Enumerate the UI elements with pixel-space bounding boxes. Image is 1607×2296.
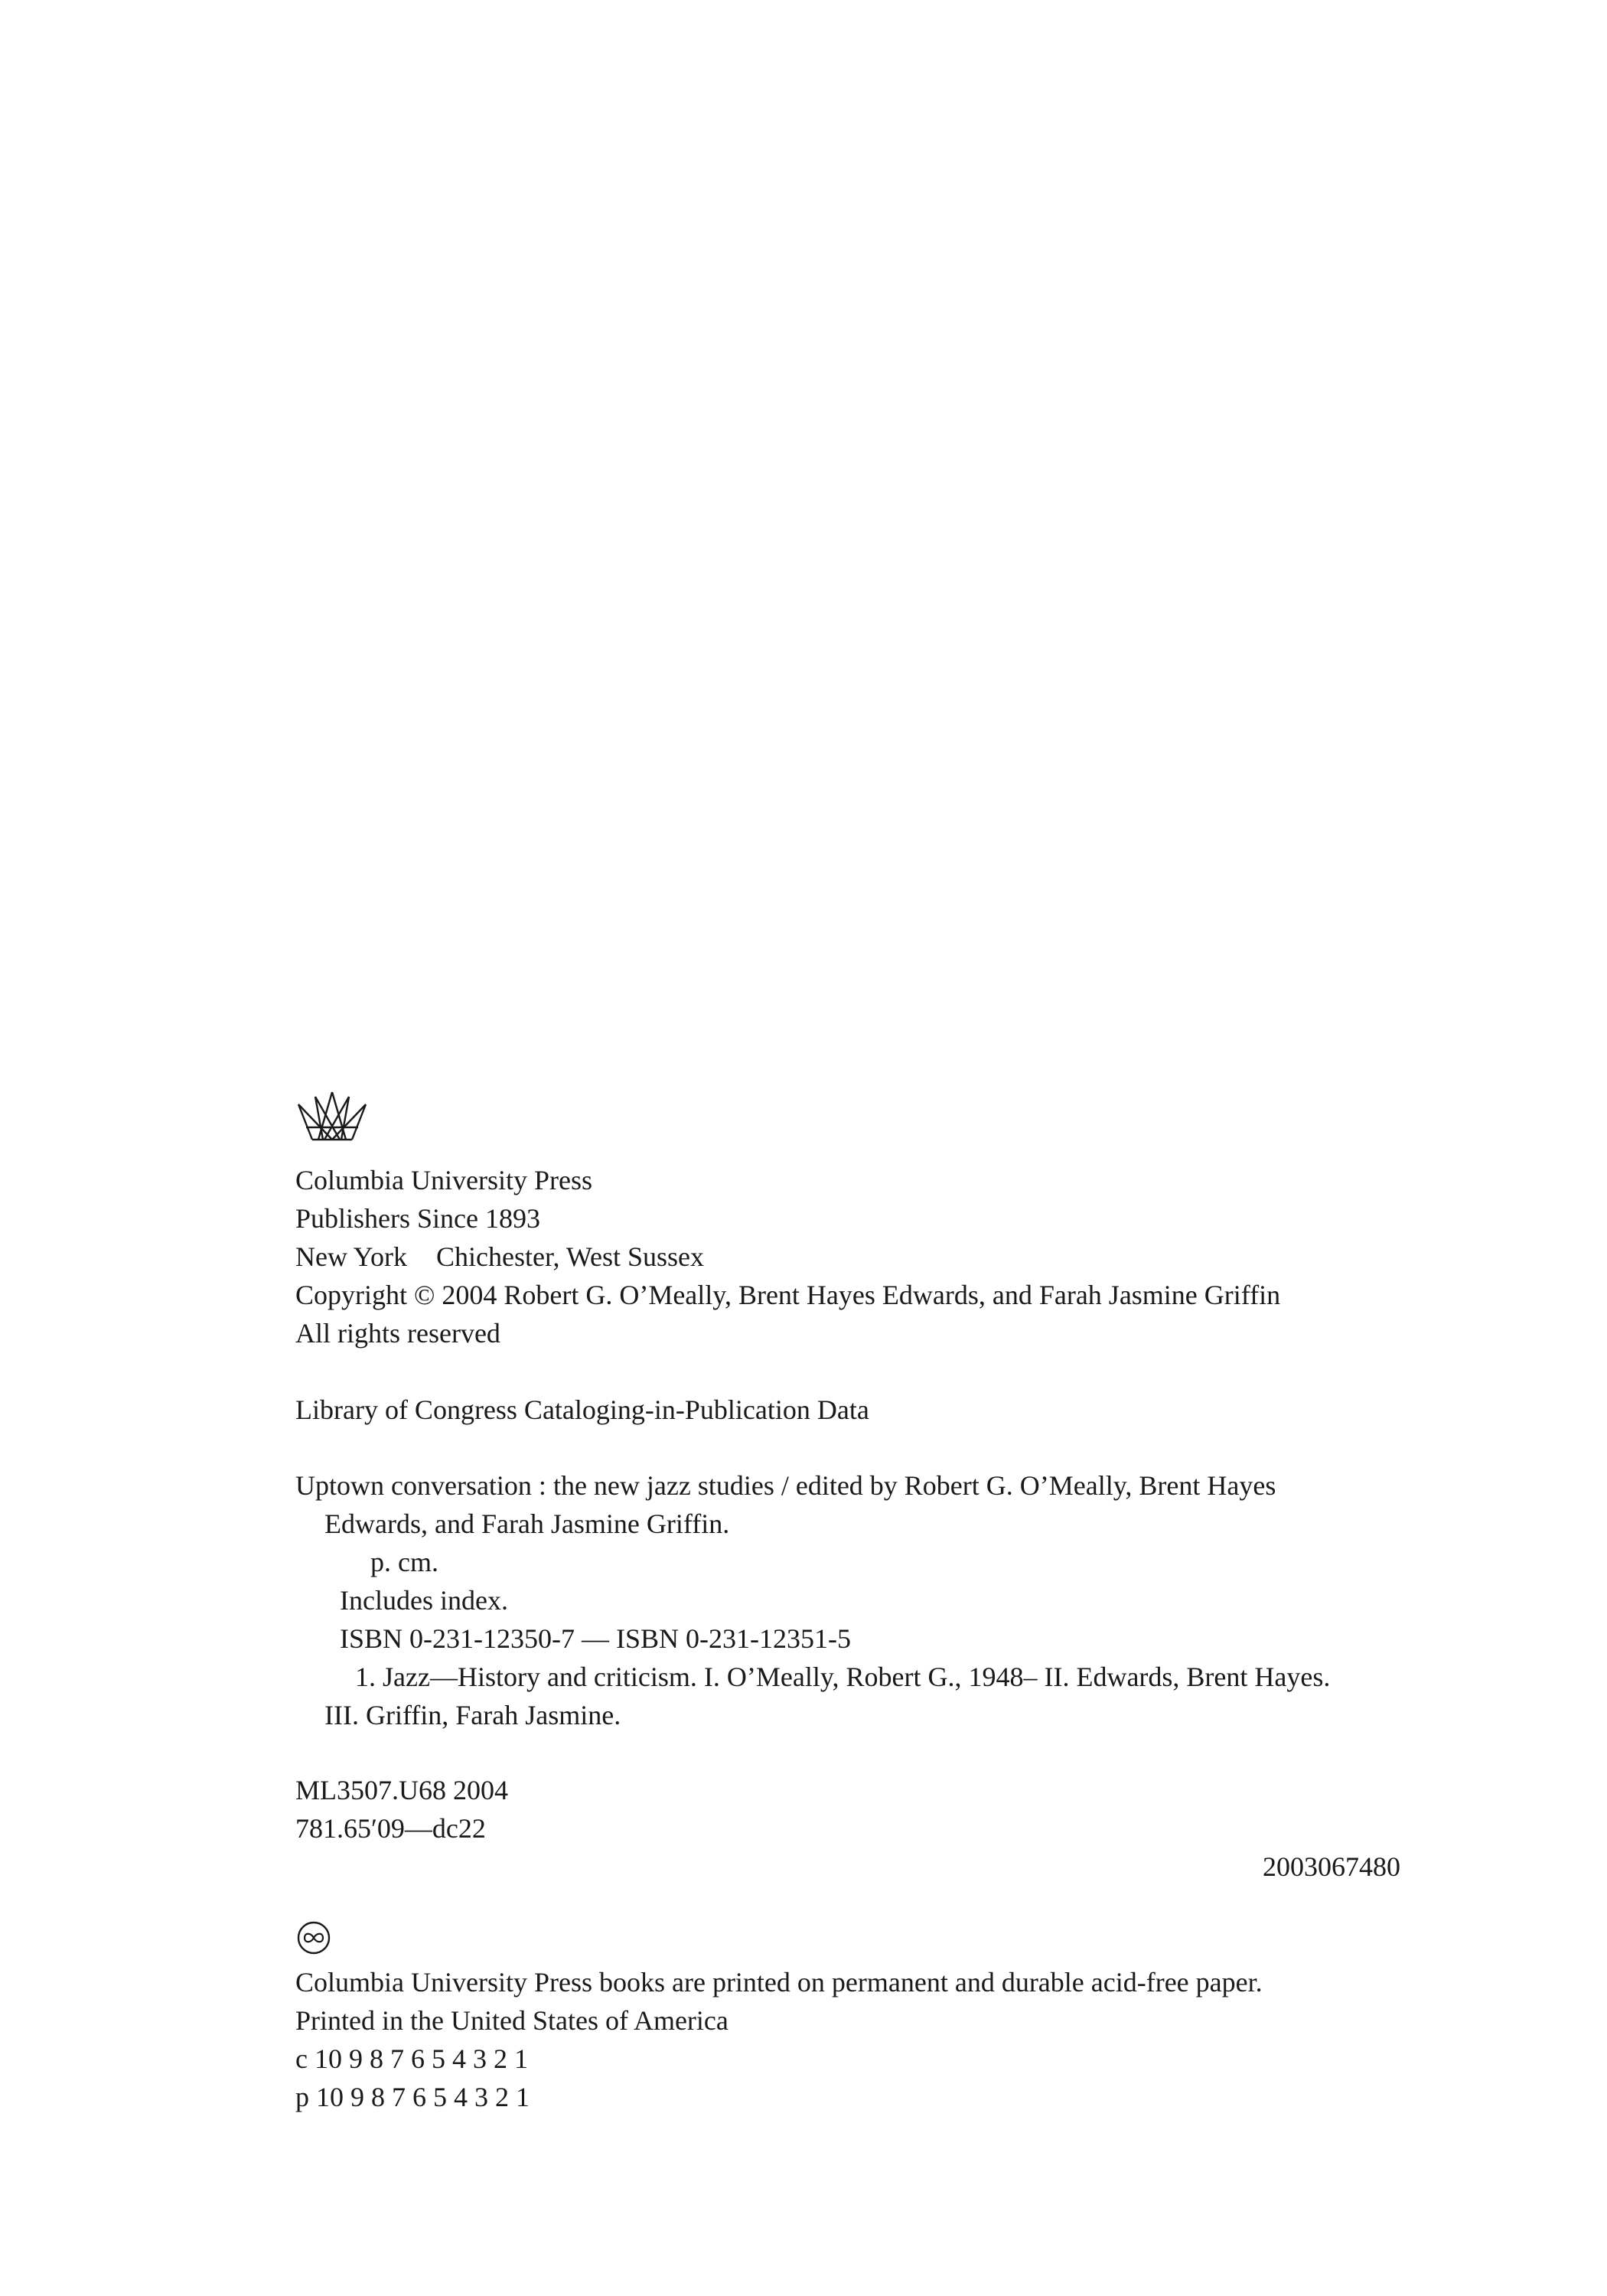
cip-index: Includes index. [340, 1585, 508, 1616]
printing-info [295, 1963, 1413, 2116]
cip-title-line-2: Edwards, and Farah Jasmine Griffin. [324, 1508, 730, 1539]
cip-subjects-line-1: 1. Jazz—History and criticism. I. O’Meally, Robert G., 1948– II. Edwards, Brent Hayes. [355, 1662, 1331, 1692]
cip-record [295, 1466, 1413, 1734]
cip-pages: p. cm. [370, 1547, 438, 1577]
printed-in: Printed in the United States of America [295, 2005, 729, 2036]
city-new-york: New York [295, 1241, 408, 1272]
cip-isbn: ISBN 0-231-12350-7 — ISBN 0-231-12351-5 [340, 1623, 851, 1654]
cip-subjects-line-2: III. Griffin, Farah Jasmine. [324, 1700, 621, 1730]
acid-free-note: Columbia University Press books are printed on permanent and durable acid-free paper. [295, 1967, 1263, 1998]
publisher-name: Columbia University Press [295, 1165, 592, 1195]
classification-block [295, 1771, 1413, 1848]
cip-title-line-1: Uptown conversation : the new jazz studies / edited by Robert G. O’Meally, Brent Hayes [295, 1470, 1276, 1501]
lccn-number: 2003067480 [1263, 1851, 1400, 1882]
infinity-circle-icon [295, 1919, 332, 1956]
copyright-notice: Copyright © 2004 Robert G. O’Meally, Brent Hayes Edwards, and Farah Jasmine Griffin [295, 1280, 1281, 1310]
publisher-since: Publishers Since 1893 [295, 1203, 540, 1234]
cip-header: Library of Congress Cataloging-in-Publication Data [295, 1394, 869, 1425]
rights-reserved: All rights reserved [295, 1318, 500, 1349]
dewey-number: 781.65′09—dc22 [295, 1813, 486, 1844]
city-chichester: Chichester, West Sussex [436, 1241, 704, 1272]
lc-call-number: ML3507.U68 2004 [295, 1775, 508, 1805]
paper-printing-line: p 10 9 8 7 6 5 4 3 2 1 [295, 2082, 530, 2112]
cip-header-block [295, 1391, 1413, 1429]
crown-icon [295, 1091, 369, 1144]
publisher-cities [295, 1238, 1413, 1276]
cloth-printing-line: c 10 9 8 7 6 5 4 3 2 1 [295, 2043, 528, 2074]
publisher-info [295, 1161, 1413, 1352]
